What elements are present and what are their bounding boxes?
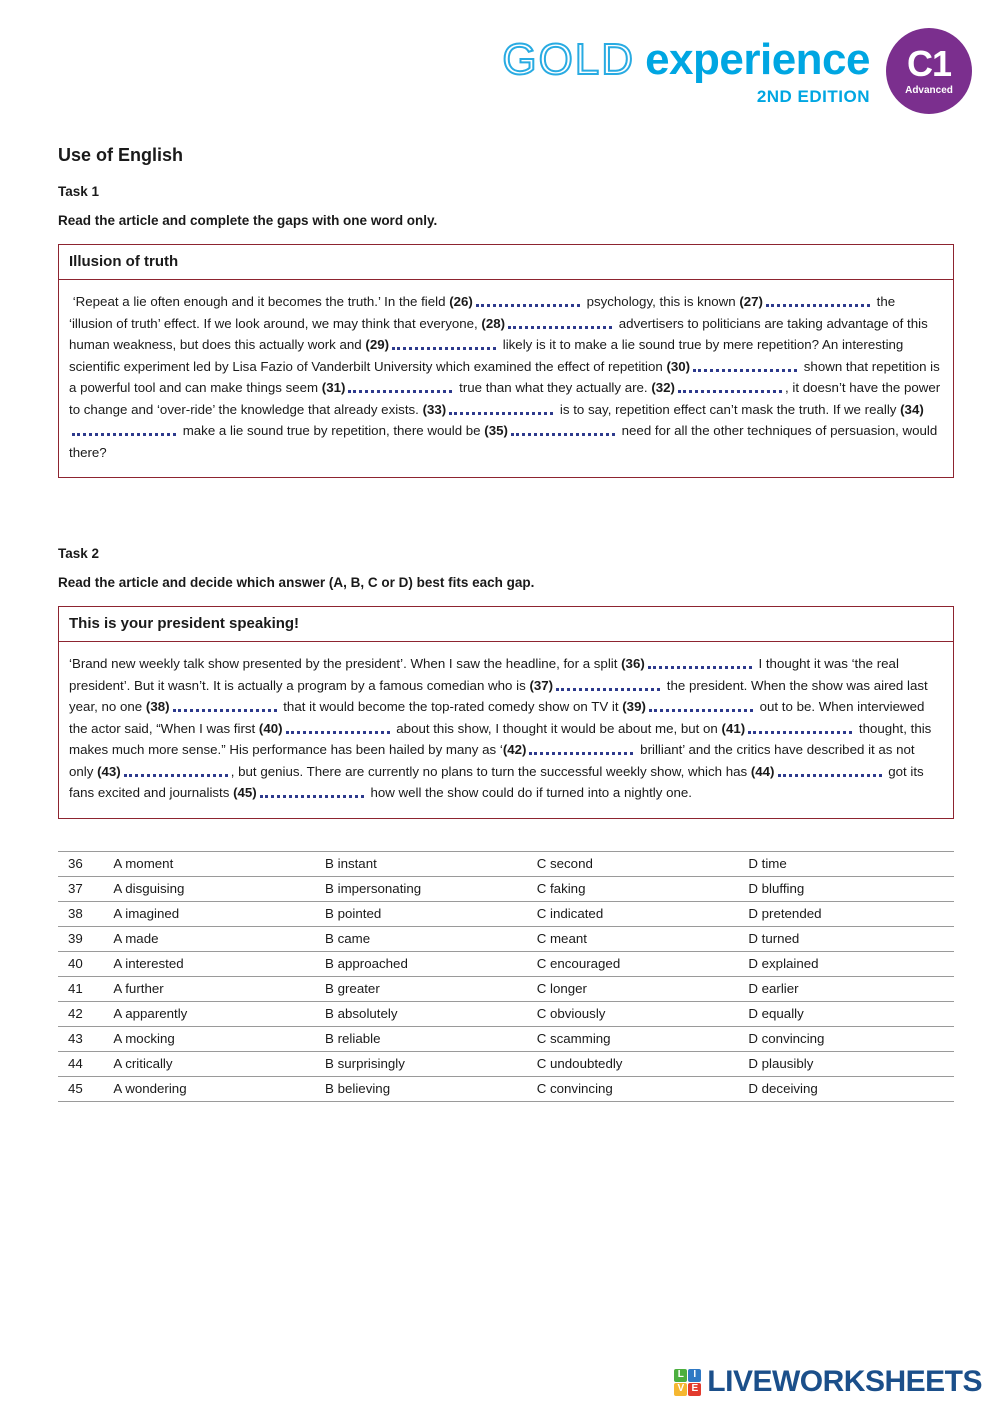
gap-answer-input[interactable] xyxy=(748,718,852,734)
table-row xyxy=(58,1001,954,1026)
option-choice-d[interactable]: D turned xyxy=(748,930,800,946)
liveworksheets-tile-e: E xyxy=(688,1383,701,1396)
article-text: thought, this makes much more sense.” His performance has been hailed by many as ‘ xyxy=(69,720,936,758)
liveworksheets-wordmark: LIVEWORKSHEETS xyxy=(707,1365,982,1398)
gap-answer-input[interactable] xyxy=(511,420,615,436)
article-text: that it would become the top-rated comedy show on TV it xyxy=(279,699,623,715)
option-row-number: 36 xyxy=(68,855,83,871)
option-choice-a[interactable]: A interested xyxy=(113,955,184,971)
gap-answer-input[interactable] xyxy=(649,696,753,712)
option-row-number: 38 xyxy=(68,905,83,921)
gap-number: (40) xyxy=(258,720,283,736)
option-choice-d[interactable]: D time xyxy=(748,855,787,871)
option-row-number: 45 xyxy=(68,1080,83,1096)
gap-answer-input[interactable] xyxy=(556,675,660,691)
task1-article-box xyxy=(58,244,954,478)
option-choice-a[interactable]: A imagined xyxy=(113,905,180,921)
article-text: brilliant’ and the critics have described it as not only xyxy=(69,742,919,779)
task1-label: Task 1 xyxy=(58,184,100,199)
option-choice-d[interactable]: D bluffing xyxy=(748,880,805,896)
liveworksheets-tiles xyxy=(674,1369,701,1396)
option-choice-a[interactable]: A moment xyxy=(113,855,174,871)
option-choice-a[interactable]: A disguising xyxy=(113,880,185,896)
option-choice-c[interactable]: C meant xyxy=(536,930,587,946)
option-row-number: 42 xyxy=(68,1005,83,1021)
option-choice-c[interactable]: C second xyxy=(536,855,593,871)
gap-number: (43) xyxy=(97,763,121,779)
brand-gold-text: GOLD xyxy=(502,34,636,84)
task2-article-box xyxy=(58,606,954,819)
article-text: about this show, I thought it would be about me, but on xyxy=(392,720,722,736)
gap-number: (33) xyxy=(422,401,447,417)
table-row xyxy=(58,851,954,876)
article-text: , it doesn’t have the power to change and ‘over-ride’ the knowledge that already exists. xyxy=(69,380,944,417)
article-text: make a lie sound true by repetition, there would be xyxy=(179,423,485,439)
task2-options-body xyxy=(58,851,954,1101)
table-row xyxy=(58,1076,954,1101)
gap-answer-input[interactable] xyxy=(124,761,228,777)
gap-number: (34) xyxy=(900,401,924,417)
liveworksheets-tile-i: I xyxy=(688,1369,701,1382)
gap-answer-input[interactable] xyxy=(678,377,782,393)
article-text: shown that repetition is a powerful tool and can make things seem xyxy=(69,358,944,396)
gap-number: (42) xyxy=(502,742,527,758)
table-row xyxy=(58,901,954,926)
gap-number: (32) xyxy=(651,380,675,396)
gap-answer-input[interactable] xyxy=(508,313,612,329)
gap-answer-input[interactable] xyxy=(72,420,176,436)
gap-number: (41) xyxy=(721,720,746,736)
article-text: likely is it to make a lie sound true by mere repetition? An interesting scientific experiment led by Lisa Fazio of Vanderbilt University which examined the effect of repetition xyxy=(69,337,908,374)
option-choice-b[interactable]: B absolutely xyxy=(325,1005,398,1021)
level-badge-sublabel: Advanced xyxy=(905,85,953,96)
option-choice-b[interactable]: B impersonating xyxy=(325,880,422,896)
option-choice-c[interactable]: C convincing xyxy=(536,1080,613,1096)
article-text: , but genius. There are currently no plans to turn the successful weekly show, which has xyxy=(230,763,751,779)
gap-answer-input[interactable] xyxy=(286,718,390,734)
liveworksheets-logo xyxy=(674,1365,982,1399)
option-choice-b[interactable]: B instant xyxy=(325,855,377,871)
gap-number: (39) xyxy=(622,699,646,715)
article-text: ‘Brand new weekly talk show presented by the president’. When I saw the headline, for a split xyxy=(69,656,622,672)
option-choice-d[interactable]: D plausibly xyxy=(748,1055,814,1071)
task2-instruction: Read the article and decide which answer (A, B, C or D) best fits each gap. xyxy=(58,575,535,591)
gap-number: (30) xyxy=(666,358,691,374)
gap-number: (29) xyxy=(365,337,390,353)
option-choice-b[interactable]: B came xyxy=(325,930,371,946)
option-choice-c[interactable]: C scamming xyxy=(536,1030,611,1046)
table-row xyxy=(58,876,954,901)
level-badge-level: C1 xyxy=(906,43,952,84)
article-text: I thought it was ‘the real president’. But it wasn’t. It is actually a program by a famous comedian who is xyxy=(69,656,903,693)
option-choice-a[interactable]: A apparently xyxy=(113,1005,188,1021)
gap-number: (44) xyxy=(750,763,775,779)
gap-answer-input[interactable] xyxy=(260,782,364,798)
gap-answer-input[interactable] xyxy=(173,696,277,712)
option-choice-c[interactable]: C faking xyxy=(536,880,586,896)
table-row xyxy=(58,1026,954,1051)
option-choice-b[interactable]: B pointed xyxy=(325,905,382,921)
article-text: ‘Repeat a lie often enough and it becomes the truth.’ In the field xyxy=(69,294,450,309)
article-text: advertisers to politicians are taking advantage of this human weakness, but does this actually work and xyxy=(69,315,932,353)
liveworksheets-tile-l: L xyxy=(674,1369,687,1382)
table-row xyxy=(58,951,954,976)
option-choice-a[interactable]: A wondering xyxy=(113,1080,187,1096)
gap-number: (37) xyxy=(529,677,554,693)
gap-number: (27) xyxy=(739,294,763,309)
option-row-number: 39 xyxy=(68,930,83,946)
option-choice-b[interactable]: B believing xyxy=(325,1080,391,1096)
option-choice-d[interactable]: D explained xyxy=(748,955,819,971)
option-choice-c[interactable]: C obviously xyxy=(536,1005,606,1021)
task2-article-body xyxy=(59,642,953,818)
gap-answer-input[interactable] xyxy=(648,653,752,669)
article-text: out to be. When interviewed the actor said, “When I was first xyxy=(69,699,929,736)
option-choice-d[interactable]: D equally xyxy=(748,1005,804,1021)
option-choice-d[interactable]: D earlier xyxy=(748,980,799,996)
gap-answer-input[interactable] xyxy=(529,739,633,755)
article-text: psychology, this is known xyxy=(582,294,740,309)
option-choice-c[interactable]: C encouraged xyxy=(536,955,621,971)
worksheet-content xyxy=(58,145,954,1102)
article-text: true than what they actually are. xyxy=(455,380,652,396)
brand-wordmark xyxy=(502,34,870,106)
gap-number: (36) xyxy=(621,656,645,672)
gap-number: (35) xyxy=(484,423,508,439)
option-row-number: 37 xyxy=(68,880,83,896)
task1-article-body xyxy=(59,280,953,477)
gap-answer-input[interactable] xyxy=(778,761,882,777)
option-choice-b[interactable]: B approached xyxy=(325,955,408,971)
gap-number: (31) xyxy=(321,380,346,396)
gap-number: (45) xyxy=(233,785,257,801)
level-badge xyxy=(886,28,972,114)
task2-article-title: This is your president speaking! xyxy=(59,607,953,642)
option-choice-b[interactable]: B surprisingly xyxy=(325,1055,405,1071)
table-row xyxy=(58,976,954,1001)
gap-number: (26) xyxy=(449,294,473,309)
option-row-number: 40 xyxy=(68,955,83,971)
article-text: the ‘illusion of truth’ effect. If we look around, we may think that everyone, xyxy=(69,294,899,331)
option-row-number: 44 xyxy=(68,1055,83,1071)
option-choice-a[interactable]: A further xyxy=(113,980,164,996)
gap-answer-input[interactable] xyxy=(348,377,452,393)
gap-number: (38) xyxy=(145,699,170,715)
option-choice-d[interactable]: D convincing xyxy=(748,1030,825,1046)
option-row-number: 43 xyxy=(68,1030,83,1046)
article-text: the president. When the show was aired last year, no one xyxy=(69,677,932,715)
brand-edition: 2ND EDITION xyxy=(756,86,870,106)
liveworksheets-tile-v: V xyxy=(674,1383,687,1396)
option-choice-c[interactable]: C longer xyxy=(536,980,587,996)
option-choice-d[interactable]: D pretended xyxy=(748,905,822,921)
option-choice-a[interactable]: A made xyxy=(113,930,159,946)
brand-experience-text: experience xyxy=(645,34,870,84)
option-row-number: 41 xyxy=(68,980,83,996)
task2-label: Task 2 xyxy=(58,546,100,562)
option-choice-b[interactable]: B greater xyxy=(325,980,380,996)
task2-options-table xyxy=(58,851,954,1102)
option-choice-a[interactable]: A mocking xyxy=(113,1030,175,1046)
option-choice-b[interactable]: B reliable xyxy=(325,1030,381,1046)
task1-instruction: Read the article and complete the gaps with one word only. xyxy=(58,213,438,228)
article-text: how well the show could do if turned into a nightly one. xyxy=(366,785,692,801)
page-title: Use of English xyxy=(58,145,184,165)
option-choice-c[interactable]: C indicated xyxy=(536,905,604,921)
gap-answer-input[interactable] xyxy=(693,356,797,372)
brand-title xyxy=(502,34,870,84)
option-choice-d[interactable]: D deceiving xyxy=(748,1080,818,1096)
article-text: got its fans excited and journalists xyxy=(69,763,928,801)
gap-answer-input[interactable] xyxy=(476,291,580,307)
gap-answer-input[interactable] xyxy=(392,334,496,350)
table-row xyxy=(58,1051,954,1076)
gap-answer-input[interactable] xyxy=(766,291,870,307)
article-text: need for all the other techniques of persuasion, would there? xyxy=(69,423,941,460)
gap-answer-input[interactable] xyxy=(449,399,553,415)
option-choice-c[interactable]: C undoubtedly xyxy=(536,1055,623,1071)
option-choice-a[interactable]: A critically xyxy=(113,1055,173,1071)
table-row xyxy=(58,926,954,951)
task1-article-title: Illusion of truth xyxy=(59,245,953,280)
article-text: is to say, repetition effect can’t mask the truth. If we really xyxy=(556,401,901,417)
gap-number: (28) xyxy=(481,315,506,331)
brand-header xyxy=(502,28,972,114)
